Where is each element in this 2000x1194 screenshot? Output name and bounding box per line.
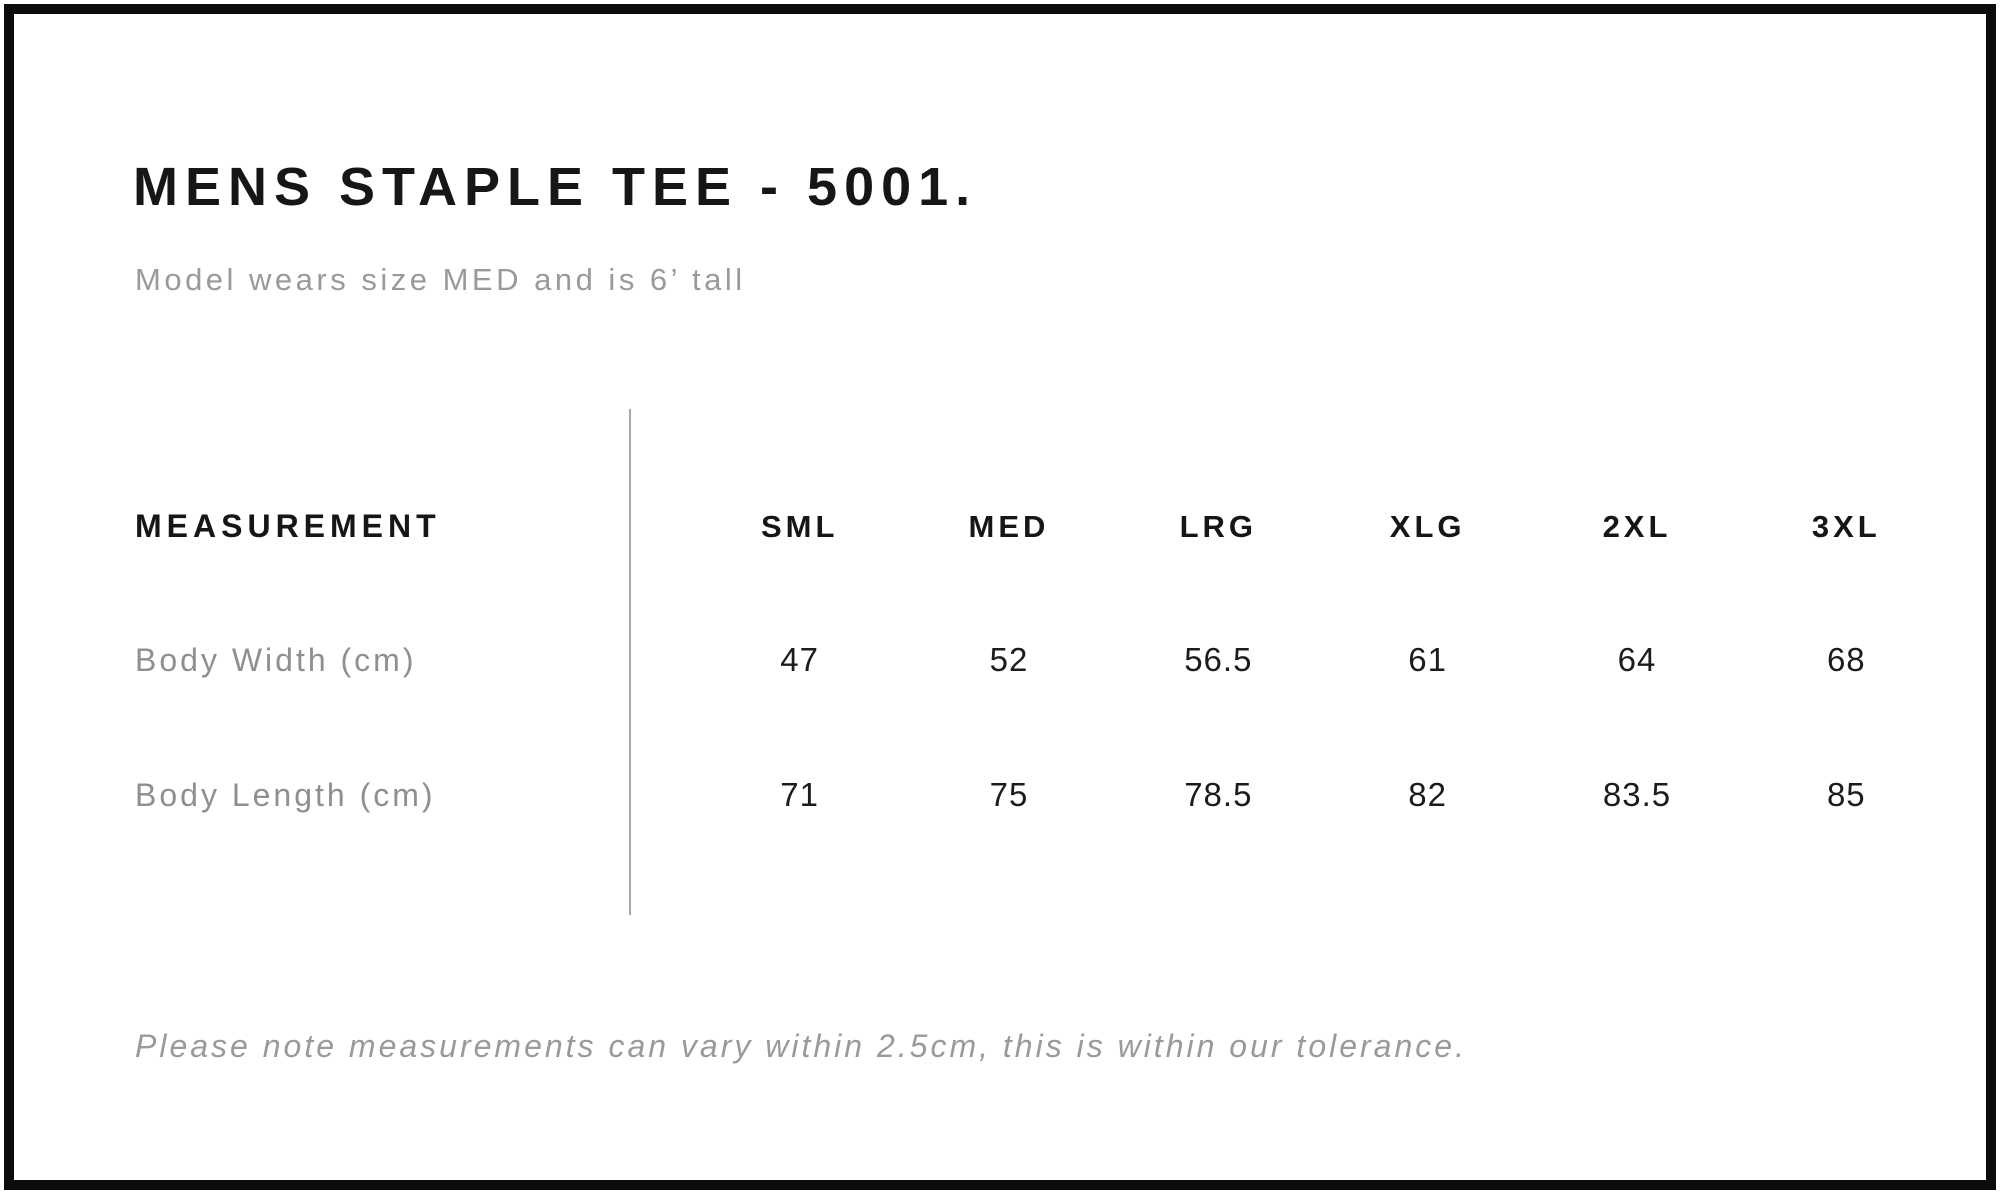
body-length-3xl: 85 [1826,776,1866,813]
size-header-lrg: LRG [1179,509,1258,544]
body-length-lrg: 78.5 [1184,776,1253,813]
body-width-med: 52 [989,641,1029,678]
body-length-sml: 71 [780,776,820,813]
body-length-2xl: 83.5 [1602,776,1672,813]
table-row-body-width [135,641,1951,679]
row-label-body-width: Body Width (cm) [135,642,417,678]
body-width-2xl: 64 [1617,641,1657,678]
page-title: MENS STAPLE TEE - 5001. [133,157,978,217]
size-table-header-row [135,508,1951,545]
measurement-column-header: MEASUREMENT [135,508,441,544]
body-width-values [695,641,1951,679]
body-width-sml: 47 [780,641,820,678]
body-width-3xl: 68 [1826,641,1866,678]
body-width-lrg: 56.5 [1184,641,1253,678]
body-length-med: 75 [989,776,1029,813]
size-header-sml: SML [760,509,839,544]
size-header-3xl: 3XL [1811,509,1881,544]
tolerance-note: Please note measurements can vary within 2.5cm, this is within our tolerance. [135,1028,1467,1064]
body-length-xlg: 82 [1408,776,1448,813]
size-header-med: MED [968,509,1050,544]
size-header-xlg: XLG [1389,509,1466,544]
size-header-2xl: 2XL [1602,509,1672,544]
body-length-values [695,776,1951,814]
row-label-body-length: Body Length (cm) [135,777,436,813]
table-row-body-length [135,776,1951,814]
model-size-subtitle: Model wears size MED and is 6’ tall [135,262,746,297]
body-width-xlg: 61 [1408,641,1448,678]
size-header-group [695,509,1951,545]
